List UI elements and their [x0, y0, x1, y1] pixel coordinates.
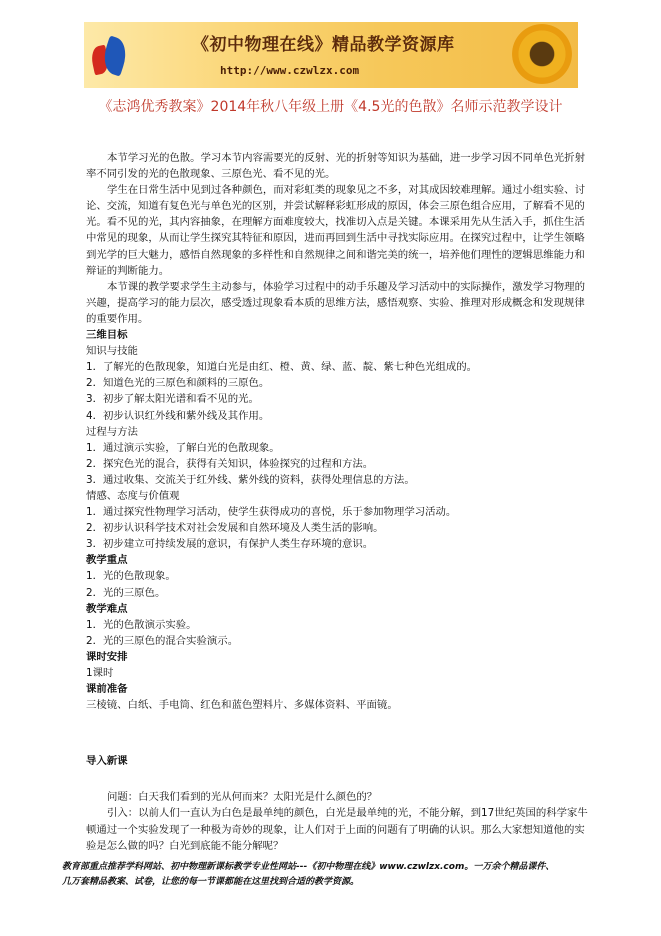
list-item: 2．初步认识科学技术对社会发展和自然环境及人类生活的影响。 [86, 522, 384, 535]
section-heading: 导入新课 [86, 755, 128, 768]
section-heading: 教学难点 [86, 602, 128, 615]
list-item: 1．光的色散现象。 [86, 570, 176, 583]
list-item: 1．通过探究性物理学习活动，使学生获得成功的喜悦，乐于参加物理学习活动。 [86, 506, 457, 519]
subsection-heading: 情感、态度与价值观 [86, 489, 180, 502]
list-item: 3．初步了解太阳光谱和看不见的光。 [86, 393, 259, 406]
banner-url[interactable]: http://www.czwlzx.com [220, 64, 360, 77]
page-footer [62, 860, 622, 890]
section-heading: 教学重点 [86, 554, 128, 567]
list-item: 3．初步建立可持续发展的意识，有保护人类生存环境的意识。 [86, 538, 374, 551]
list-item: 3．通过收集、交流关于红外线、紫外线的资料，获得处理信息的方法。 [86, 473, 415, 486]
footer-line: 教育部重点推荐学科网站、初中物理新课标教学专业性网站---《初中物理在线》www.czwlzx.com。一万余个精品课件、 [62, 862, 555, 872]
section-heading: 课时安排 [86, 650, 128, 663]
lead-in-question: 问题：白天我们看到的光从何而来？太阳光是什么颜色的？ [107, 791, 378, 804]
lead-in-text: 引入：以前人们一直认为白色是最单纯的颜色，白光是最单纯的光，不能分解，到17世纪英国的科学家牛顿通过一个实验发现了一种极为奇妙的现象，让人们对于上面的问题有了明确的认识。那么大家想知道他的实验是怎么做的吗？白光到底能不能分解呢？ [86, 807, 588, 852]
list-item: 2．光的三原色的混合实验演示。 [86, 634, 239, 647]
list-item: 1．了解光的色散现象，知道白光是由红、橙、黄、绿、蓝、靛、紫七种色光组成的。 [86, 361, 478, 374]
section-heading: 课前准备 [86, 683, 128, 696]
document-title: 《志鸿优秀教案》2014年秋八年级上册《4.5光的色散》名师示范教学设计 [98, 99, 563, 115]
list-item: 4．初步认识红外线和紫外线及其作用。 [86, 409, 270, 422]
document-body [86, 150, 588, 854]
intro-paragraph: 学生在日常生活中见到过各种颜色，而对彩虹类的现象见之不多，对其成因较难理解。通过小组实验、讨论、交流，知道有复色光与单色光的区别，并尝试解释彩虹形成的原因，体会三原色组合应用，了解看不见的光。看不见的光，其内容抽象，在理解方面难度较大，找准切入点是关键。本课采用先从生活入手，抓住生活中常见的现象，从而让学生探究其特征和原因，进而再回到生活中寻找实际应用。在探究过程中，让学生领略到光学的巨大魅力，感悟自然现象的多样性和自然规律之间和谐完美的统一，培养他们理性的逻辑思维能力和辩证的判断能力。 [86, 184, 585, 277]
list-item: 2．光的三原色。 [86, 586, 166, 599]
banner-title: 《初中物理在线》精品教学资源库 [192, 35, 455, 55]
schedule-value: 1课时 [86, 667, 114, 679]
intro-paragraph: 本节课的教学要求学生主动参与，体验学习过程中的动手乐趣及学习活动中的实际操作，激发学习物理的兴趣，提高学习的能力层次，感受透过现象看本质的思维方法，感悟观察、实验、推理对形成概念和发现规律的重要作用。 [86, 280, 585, 325]
site-logo [88, 36, 130, 76]
intro-paragraph: 本节学习光的色散。学习本节内容需要光的反射、光的折射等知识为基础，进一步学习因不同单色光折射率不同引发的光的色散现象、三原色光、看不见的光。 [86, 152, 585, 181]
subsection-heading: 过程与方法 [86, 425, 138, 438]
section-heading: 三维目标 [86, 329, 128, 342]
list-item: 2．知道色光的三原色和颜料的三原色。 [86, 377, 270, 390]
list-item: 2．探究色光的混合，获得有关知识，体验探究的过程和方法。 [86, 457, 374, 470]
prep-value: 三棱镜、白纸、手电筒、红色和蓝色塑料片、多媒体资料、平面镜。 [86, 699, 398, 712]
sunflower-image [512, 24, 572, 84]
footer-line: 几万套精品教案、试卷，让您的每一节课都能在这里找到合适的教学资源。 [62, 877, 360, 887]
list-item: 1．通过演示实验，了解白光的色散现象。 [86, 441, 280, 454]
subsection-heading: 知识与技能 [86, 345, 138, 358]
site-banner [84, 22, 578, 88]
list-item: 1．光的色散演示实验。 [86, 618, 197, 631]
